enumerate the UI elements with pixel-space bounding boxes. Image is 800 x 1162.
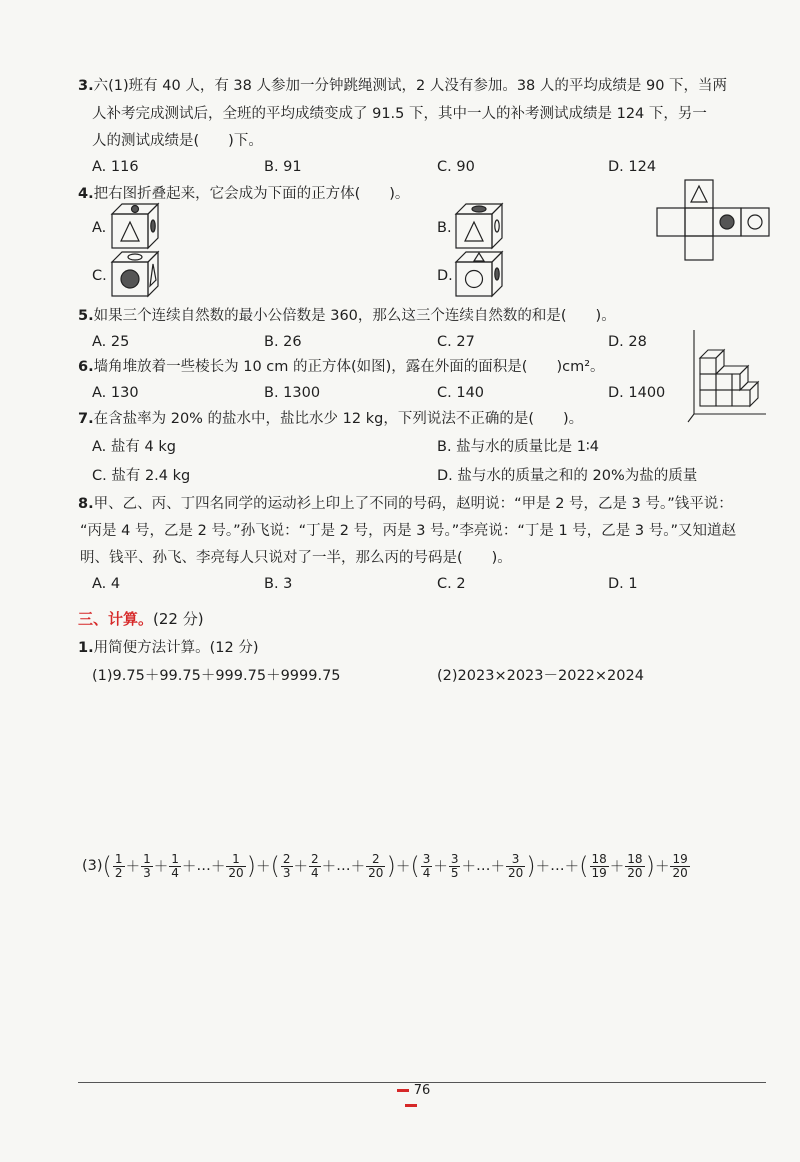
q8-line3: 明、钱平、孙飞、李亮每人只说对了一半，那么丙的号码是( )。 (80, 550, 512, 566)
calc1-heading: 1.用简便方法计算。(12 分) (78, 640, 259, 656)
q7-option-c[interactable]: C. 盐有 2.4 kg (92, 468, 191, 484)
fraction: $\frac{1}{20}$ (228, 851, 244, 880)
q3-option-a[interactable]: A. 116 (92, 159, 139, 175)
cube-d-icon[interactable] (454, 250, 504, 298)
fraction: $\frac{2}{20}$ (368, 851, 384, 880)
fraction: $\frac{18}{20}$ (627, 851, 643, 880)
cube-a-icon[interactable] (110, 202, 160, 250)
q5-option-b[interactable]: B. 26 (264, 334, 302, 350)
q8-option-a[interactable]: A. 4 (92, 576, 121, 592)
q7-option-a[interactable]: A. 盐有 4 kg (92, 439, 176, 455)
calc1-part3-expression: (3)( $\frac{1}{2}$ ＋ $\frac{1}{3}$ ＋ $\frac{1}{4}$ ＋…＋ $\frac{1}{20}$ )＋( $\frac{2}{3}$ ＋ $\frac{2}{4}$ ＋…＋ $\frac{2}{20}$ )＋( $\frac{3}{4}$ ＋ $\frac{3}{5}$ ＋…＋ $\frac{3}{20}$ )＋…＋( $\frac{18}{19}$ ＋ $\frac{18}{20}$ )＋ $\frac{19}{20}$ (82, 851, 688, 880)
q6-option-b[interactable]: B. 1300 (264, 385, 321, 401)
fraction: $\frac{3}{20}$ (507, 851, 524, 880)
q8-option-b[interactable]: B. 3 (264, 576, 293, 592)
cube-c-icon[interactable] (110, 250, 160, 298)
q8-option-c[interactable]: C. 2 (437, 576, 466, 592)
q7-option-d[interactable]: D. 盐与水的质量之和的 20%为盐的质量 (437, 468, 698, 484)
fraction: $\frac{2}{4}$ (311, 851, 319, 880)
q7-option-b[interactable]: B. 盐与水的质量比是 1∶4 (437, 439, 599, 455)
q7-question: 7.在含盐率为 20% 的盐水中，盐比水少 12 kg，下列说法不正确的是( )。 (78, 411, 584, 427)
q4-option-a-label[interactable]: A. (92, 220, 107, 236)
q6-option-a[interactable]: A. 130 (92, 385, 139, 401)
stacked-cubes-diagram (688, 330, 768, 422)
fraction: $\frac{1}{3}$ (143, 851, 151, 880)
cube-b-icon[interactable] (454, 202, 504, 250)
fraction: $\frac{18}{19}$ (591, 851, 607, 880)
q8-option-d[interactable]: D. 1 (608, 576, 638, 592)
fraction: $\frac{3}{4}$ (422, 851, 431, 880)
q3-line1: 3.六(1)班有 40 人，有 38 人参加一分钟跳绳测试，2 人没有参加。38 人的平均成绩是 90 下，当两 (78, 78, 728, 94)
q3-option-d[interactable]: D. 124 (608, 159, 657, 175)
fraction: $\frac{19}{20}$ (672, 851, 688, 880)
q5-option-a[interactable]: A. 25 (92, 334, 130, 350)
q4-option-d-label[interactable]: D. (437, 268, 453, 284)
cube-net-diagram (657, 180, 769, 260)
q3-option-c[interactable]: C. 90 (437, 159, 475, 175)
fraction: $\frac{2}{3}$ (282, 851, 291, 880)
q8-line2: “丙是 4 号，乙是 2 号。”孙飞说：“丁是 2 号，丙是 3 号。”李亮说：“丁是 1 号，乙是 3 号。”又知道赵 (80, 523, 736, 539)
q5-question: 5.如果三个连续自然数的最小公倍数是 360，那么这三个连续自然数的和是( )。 (78, 308, 616, 324)
page-number: 76 (381, 1083, 441, 1113)
q4-option-b-label[interactable]: B. (437, 220, 452, 236)
q6-option-d[interactable]: D. 1400 (608, 385, 666, 401)
calc1-part2: (2)2023×2023－2022×2024 (437, 668, 644, 684)
q4-option-c-label[interactable]: C. (92, 268, 107, 284)
q6-option-c[interactable]: C. 140 (437, 385, 485, 401)
fraction: $\frac{1}{2}$ (114, 851, 123, 880)
q5-option-d[interactable]: D. 28 (608, 334, 647, 350)
fraction: $\frac{1}{4}$ (171, 851, 179, 880)
q3-line3: 人的测试成绩是( )下。 (92, 133, 263, 149)
q3-line2: 人补考完成测试后，全班的平均成绩变成了 91.5 下，其中一人的补考测试成绩是 124 下，另一 (92, 106, 707, 122)
calc1-part1: (1)9.75＋99.75＋999.75＋9999.75 (92, 668, 341, 684)
q8-line1: 8.甲、乙、丙、丁四名同学的运动衫上印上了不同的号码，赵明说：“甲是 2 号，乙是 3 号。”钱平说： (78, 496, 733, 512)
q4-question: 4.把右图折叠起来，它会成为下面的正方体( )。 (78, 186, 410, 202)
section-title: 三、计算。(22 分) (78, 610, 204, 628)
q3-option-b[interactable]: B. 91 (264, 159, 302, 175)
q5-option-c[interactable]: C. 27 (437, 334, 475, 350)
fraction: $\frac{3}{5}$ (450, 851, 459, 880)
q6-question: 6.墙角堆放着一些棱长为 10 cm 的正方体(如图)，露在外面的面积是( )cm²。 (78, 359, 605, 375)
